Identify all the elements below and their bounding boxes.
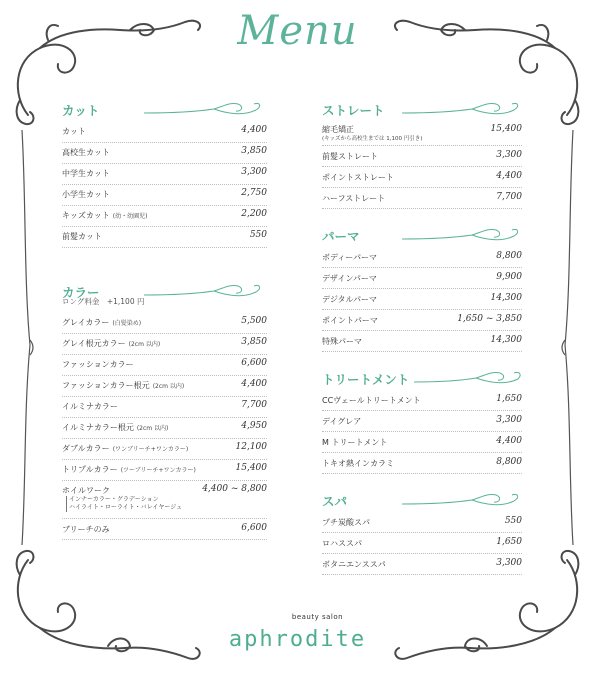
- menu-item: ダブルカラー (ワンブリーチ+ワンカラー) 12,100: [62, 439, 267, 460]
- flourish-ornament: [402, 226, 522, 246]
- menu-item: キッズカット (幼・幼園児) 2,200: [62, 206, 267, 227]
- menu-item: ファッションカラー根元 (2cm 以内) 4,400: [62, 376, 267, 397]
- menu-item: イルミナカラー 7,700: [62, 397, 267, 418]
- menu-item: デザインパーマ 9,900: [322, 269, 522, 290]
- menu-item: ポイントパーマ 1,650 ~ 3,850: [322, 311, 522, 332]
- menu-item: 特殊パーマ 14,300: [322, 332, 522, 353]
- menu-item: トキオ熱インカラミ 8,800: [322, 454, 522, 475]
- menu-item: ハーフストレート 7,700: [322, 189, 522, 210]
- section-title-straight: ストレート: [322, 103, 385, 118]
- menu-item: 小学生カット 2,750: [62, 185, 267, 206]
- menu-item: グレイ根元カラー (2cm 以内) 3,850: [62, 334, 267, 355]
- menu-item: プチ炭酸スパ 550: [322, 513, 522, 534]
- menu-item: 高校生カット 3,850: [62, 143, 267, 164]
- menu-item: ホイルワーク 4,400 ~ 8,800 インナーカラー・グラデーション ハイライト・ローライト・バレイヤージュ: [62, 481, 267, 519]
- menu-item: デジタルパーマ 14,300: [322, 290, 522, 311]
- flourish-ornament: [402, 491, 522, 511]
- section-color: [62, 280, 267, 540]
- section-straight: [322, 98, 522, 209]
- section-perm: [322, 224, 522, 353]
- flourish-ornament: [402, 100, 522, 120]
- section-spa: [322, 489, 522, 576]
- flourish-ornament: [144, 100, 264, 120]
- menu-item: 縮毛矯正 (キッズから高校生までは 1,100 円引き) 15,400: [322, 122, 522, 146]
- menu-item: 中学生カット 3,300: [62, 164, 267, 185]
- section-treatment: [322, 367, 522, 475]
- menu-item: カット 4,400: [62, 122, 267, 143]
- section-cut: [62, 98, 267, 248]
- menu-item: ブリーチのみ 6,600: [62, 520, 267, 541]
- flourish-ornament: [414, 369, 524, 389]
- menu-item: ファッションカラー 6,600: [62, 355, 267, 376]
- menu-item: ボディーパーマ 8,800: [322, 248, 522, 269]
- section-title-perm: パーマ: [322, 228, 360, 244]
- menu-item: トリプルカラー (ツーブリーチ+ワンカラー) 15,400: [62, 460, 267, 481]
- right-column: [322, 98, 522, 576]
- menu-item: 前髪カット 550: [62, 227, 267, 248]
- section-title-treatment: トリートメント: [322, 371, 410, 387]
- menu-item: CCヴェールトリートメント 1,650: [322, 391, 522, 412]
- long-hair-surcharge: ロング料金 +1,100 円: [62, 297, 145, 306]
- menu-item: デイグレア 3,300: [322, 412, 522, 433]
- menu-item: ポイントストレート 4,400: [322, 168, 522, 189]
- menu-item: ロハススパ 1,650: [322, 534, 522, 555]
- menu-item: ボタニエンススパ 3,300: [322, 555, 522, 576]
- footer-tagline: beauty salon: [291, 613, 344, 621]
- menu-item: イルミナカラー根元 (2cm 以内) 4,950: [62, 418, 267, 439]
- left-column: [62, 98, 267, 541]
- salon-brand-name: aphrodite: [228, 627, 367, 652]
- flourish-ornament: [144, 282, 264, 302]
- section-title-cut: カット: [62, 103, 100, 118]
- menu-item: M トリートメント 4,400: [322, 433, 522, 454]
- menu-item: 前髪ストレート 3,300: [322, 147, 522, 168]
- section-title-color: カラー: [62, 285, 100, 300]
- menu-item: グレイカラー (白髪染め) 5,500: [62, 313, 267, 334]
- menu-title: Menu: [237, 8, 358, 54]
- section-title-spa: スパ: [322, 493, 348, 509]
